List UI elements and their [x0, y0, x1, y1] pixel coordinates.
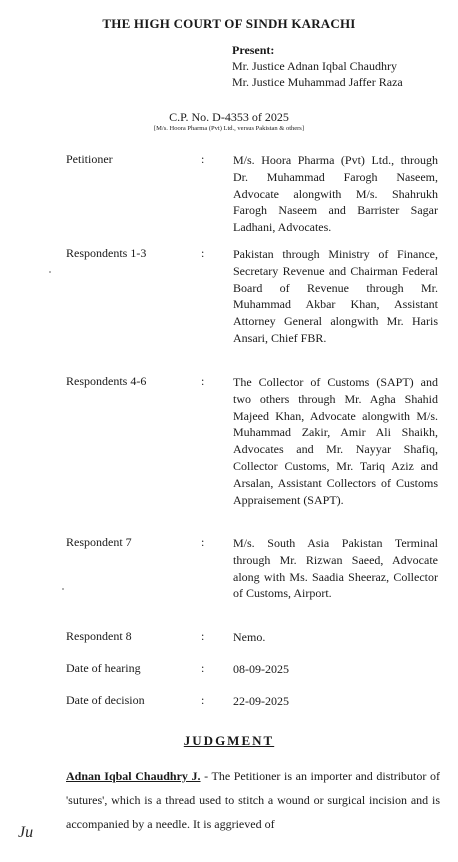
party-label: Respondent 7 [66, 535, 132, 549]
judgment-author: Adnan Iqbal Chaudhry J. [66, 769, 201, 783]
party-counsel: Pakistan through Ministry of Finance, Secretary Revenue and Chairman Federal Board of Revenue through Mr. Muhammad Akbar Khan, Assistant Attorney General alongwith Mr. Haris Ansari, Chief FBR. [233, 247, 438, 345]
party-colon: : [201, 152, 205, 166]
party-colon: : [201, 246, 205, 260]
party-label: Respondent 8 [66, 629, 132, 643]
party-label: Respondents 1-3 [66, 246, 147, 260]
bench-block [232, 42, 403, 90]
party-label: Petitioner [66, 152, 113, 166]
judgment-paragraph [66, 764, 440, 836]
judge-name: Mr. Justice Muhammad Jaffer Raza [232, 75, 403, 89]
judgment-heading: JUDGMENT [183, 733, 275, 748]
date-value: 22-09-2025 [233, 694, 289, 708]
party-label: Respondents 4-6 [66, 374, 147, 388]
date-colon: : [201, 693, 205, 707]
party-counsel: The Collector of Customs (SAPT) and two others through Mr. Agha Shahid Majeed Khan, Advocate alongwith M/s. Muhammad Zakir, Amir Ali Shaikh, Advocates and Mr. Nayyar Shafiq, Collector Customs, Mr. Tariq Aziz and Arsalan, Assistant Collectors of Customs Appraisement (SAPT). [233, 375, 438, 507]
party-counsel: M/s. Hoora Pharma (Pvt) Ltd., through Dr. Muhammad Farogh Naseem, Advocate alongwith M/s. Shahrukh Farogh Naseem and Barrister Sagar Ladhani, Advocates. [233, 153, 438, 235]
party-colon: : [201, 374, 205, 388]
present-heading: Present: [232, 43, 275, 57]
margin-initial: Ju [18, 824, 34, 841]
scan-speck [49, 271, 51, 273]
party-colon: : [201, 629, 205, 643]
case-number: C.P. No. D-4353 of 2025 [169, 110, 289, 124]
party-colon: : [201, 535, 205, 549]
party-counsel: Nemo. [233, 630, 266, 644]
scan-speck [62, 588, 64, 590]
party-counsel: M/s. South Asia Pakistan Terminal through Mr. Rizwan Saeed, Advocate along with Ms. Saadia Sheeraz, Collector of Customs, Airport. [233, 536, 438, 601]
date-label: Date of decision [66, 693, 145, 707]
date-colon: : [201, 661, 205, 675]
date-label: Date of hearing [66, 661, 141, 675]
judgment-text: - The Petitioner is an importer and distributor of 'sutures', which is a thread used to stitch a wound or surgical incision and is accompanied by a needle. It is aggrieved of [66, 769, 440, 831]
date-value: 08-09-2025 [233, 662, 289, 676]
court-title: THE HIGH COURT OF SINDH KARACHI [102, 16, 356, 31]
case-title: [M/s. Hoora Pharma (Pvt) Ltd., versus Pakistan & others] [153, 125, 305, 132]
judge-name: Mr. Justice Adnan Iqbal Chaudhry [232, 59, 397, 73]
